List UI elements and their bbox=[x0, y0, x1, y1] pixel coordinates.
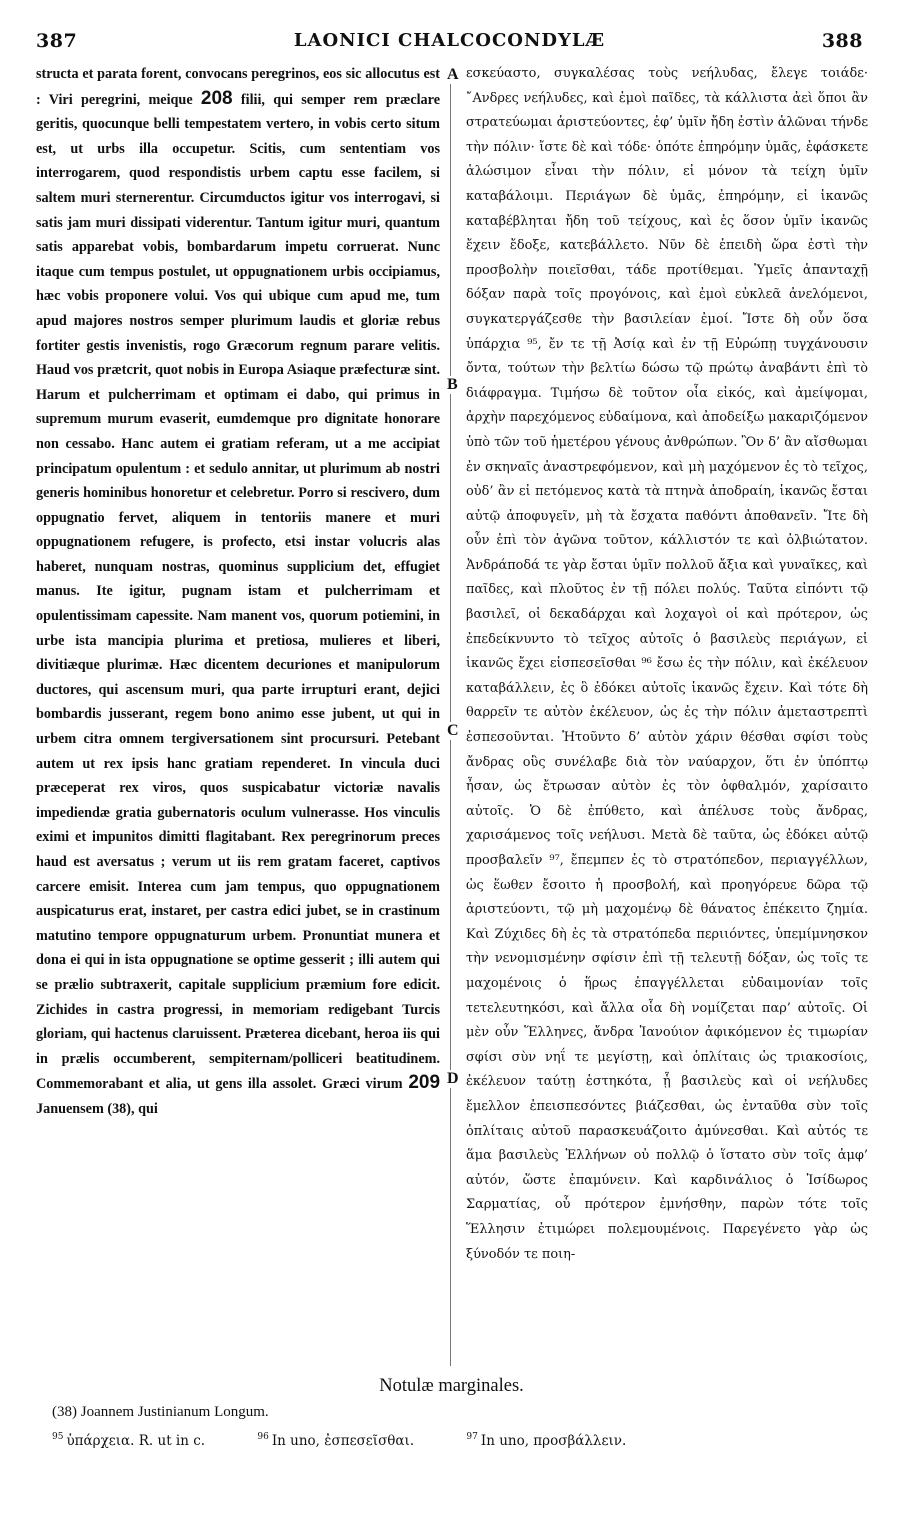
column-divider bbox=[450, 66, 451, 1366]
footnote-text: In uno, ἐσπεσεῖσθαι. bbox=[271, 1432, 415, 1449]
footnote bbox=[257, 1433, 438, 1449]
latin-column bbox=[36, 62, 440, 1374]
footnote-mark: 95 bbox=[52, 1432, 64, 1442]
latin-text-part-1: structa et parata forent, convocans peregrinos, eos sic allocutus est : Viri peregrini, meique bbox=[36, 66, 440, 108]
greek-text: εσκεύαστο, συγκαλέσας τοὺς νεήλυδας, ἔλεγε τοιάδε· ῎Ανδρες νεήλυδες, καὶ ἐμοὶ παῖδες, τὰ κάλλιστα ἀεὶ ὅποι ἂν στρατεύωμαι ἀριστεύοντες, ἐφ’ ὑμῖν ἤδη ἐστὶν ἁλῶναι τήνδε τὴν πόλιν· ἴστε δὲ καὶ τόδε· ὁπότε ἐπηρόμην ὑμᾶς, ἐφάσκετε ἁλώσιμον εἶναι τὴν πόλιν, εἰ μόνον τὰ τείχη ὑμῖν καταβάλοιμι. Περιάγων δὲ ὑμᾶς, ἐπηρόμην, εἰ ἱκανῶς καταβέβληται ἤδη τοῦ τείχους, καὶ ἐς ὅσον ὑμῖν ἱκανῶς ἔχειν ἔδοξε, κατεβάλλετο. Νῦν δὲ ἐπειδὴ ὥρα ἐστὶ τὴν προσβολὴν ποιεῖσθαι, τάδε προτίθεμαι. Ὑμεῖς ἁπανταχῇ δόξαν παρὰ τοῖς προγόνοις, καὶ ἐμοὶ εὐκλεᾶ ἀνελόμενοι, συγκατεργάζεσθε τὴν βασιλείαν ἐμοί. Ἴστε δὴ οὖν ὅσα ὑπάρχια ⁹⁵, ἔν τε τῇ Ἀσίᾳ καὶ ἐν τῇ Εὐρώπῃ τυγχάνουσιν ὄντα, τούτων τὴν βελτίω δώσω τῷ πρώτῳ ἀναβάντι ἐπὶ τὸ διάφραγμα. Τιμήσω δὲ τοῦτον οἷα εἰκός, καὶ ἀμείψομαι, ἀρχὴν παρεχόμενος εὐδαίμονα, καὶ ἀποδείξω μακαριζόμενον ὑπὸ τῶν τοῦ ἡμετέρου γένους ἀνθρώπων. Ὃν δ’ ἂν αἴσθωμαι ἐν σκηναῖς ἀναστρεφόμενον, καὶ μὴ μαχόμενον ἐς τὸ τεῖχος, οὐδ’ ἂν εἰ πετόμενος κατὰ τὰ πτηνὰ ἀποδραίη, ἱκανῶς ἔσται αὐτῷ ἀποφυγεῖν, μὴ τὰ ἔσχατα παθόντι ἀποθανεῖν. Ἴτε δὴ οὖν ἐπὶ τὸν ἀγῶνα τοῦτον, κάλλιστόν τε καὶ ὀλβιώτατον. Ἀνδράποδά τε γὰρ ἔσται ὑμῖν πολλοῦ ἄξια καὶ γυναῖκες, καὶ παῖδες, καὶ πλοῦτος ἐν τῇ πόλει πολύς. Ταῦτα εἰπόντι τῷ βασιλεῖ, οἱ δεκαδάρχαι καὶ λοχαγοὶ οἱ καὶ πρότερον, ὡς ἐπεδείκνυντο τὸ τεῖχος αὐτοῖς ὁ βασιλεὺς περιάγων, εἰ ἱκανῶς ἔχει εἰσπεσεῖσθαι ⁹⁶ ἔσω ἐς τὴν πόλιν, καὶ ἐκέλευον καταβάλλειν, ἐς ὃ ἐδόκει αὐτοῖς ἱκανῶς ἔχειν. Καὶ τότε δὴ θαρρεῖν τε αὐτὸν ἐκέλευον, ὡς ἐς τὴν πόλιν ἀμεταστρεπτὶ ἐσπεσοῦνται. Ἠτοῦντο δ’ αὐτὸν χάριν θέσθαι σφίσι τοὺς ἄνδρας οὓς συνέλαβε διὰ τὸν ναύαρχον, ὅτι ἐν ὑπόπτῳ ἦσαν, ὡς ἔτρωσαν αὐτὸν ἐς τὸν ὀφθαλμόν, χαρίσαιτο αὐτοῖς. Ὁ δὲ ἐπύθετο, καὶ ἀπέλυσε τοὺς ἄνδρας, χαρισάμενος τοῖς νεήλυσι. Μετὰ δὲ ταῦτα, ὡς ἐδόκει αὐτῷ προσβαλεῖν ⁹⁷, ἔπεμπεν ἐς τὸ στρατόπεδον, περιαγγέλλων, ὡς ἕωθεν ἔσοιτο ἡ προσβολή, καὶ προηγόρευε δῶρα τῷ ἀριστεύοντι, τῷ μὴ μαχομένῳ δὲ θάνατος ἐπέκειτο ζημία. Καὶ Ζύχιδες δὴ ἐς τὰ στρατόπεδα περιιόντες, ὑπεμίμνησκον τὴν νενομισμένην σφίσιν ἐπὶ τῇ τελευτῇ δόξαν, ὡς τοῖς τε μαχομένοις ὁ ἥρως ἐπαγγέλλεται εὐδαιμονίαν τοῖς τετελευτηκόσι, καὶ ἄλλα οἷα δὴ νομίζεται παρ’ αὐτοῖς. Οἱ μὲν οὖν Ἕλληνες, ἄνδρα Ἰανούιον ἀφικόμενον ἐς τιμωρίαν σφίσι σὺν νηΐ τε μεγίστῃ, καὶ ὁπλίταις ὡς τριακοσίοις, ἐκέλευον ταύτῃ ἑστηκότα, ᾗ βασιλεὺς καὶ οἱ νεήλυδες ἔμελλον ἐπεισπεσόντες βιάζεσθαι, ὡς ἐνταῦθα σὺν τοῖς ὁπλίταις αὐτοῦ παρασκευάζοιτο ἀμύνεσθαι. Καὶ αὐτός τε ἅμα βασιλεὺς Ἑλλήνων οὐ πολλῷ ὁ ἵστατο σὺν τοῖς ἀμφ’ αὐτόν, ὥστε ἐπαμύνειν. Καὶ καρδινάλιος ὁ Ἰσίδωρος Σαρματίας, οὗ πρότερον ἐμνήσθην, παρὼν τότε τοῖς Ἕλλησιν ἐτιμώρει πολεμουμένοις. Παρεγένετο γὰρ ὡς ξύνοδόν τε ποιη- bbox=[466, 66, 868, 1262]
notulae-heading: Notulæ marginales. bbox=[379, 1376, 524, 1396]
volume-page-marker-208: 208 bbox=[200, 87, 233, 109]
margin-mark-c: C bbox=[447, 722, 459, 739]
page-header bbox=[36, 30, 863, 54]
page-number-left: 387 bbox=[36, 30, 78, 52]
margin-mark-d: D bbox=[447, 1070, 459, 1087]
page-number-right: 388 bbox=[821, 30, 863, 52]
footnote bbox=[52, 1433, 229, 1449]
footnotes bbox=[52, 1432, 872, 1449]
volume-page-marker-209: 209 bbox=[408, 1072, 440, 1094]
footnote bbox=[466, 1433, 650, 1449]
latin-text bbox=[36, 62, 440, 1122]
margin-mark-b: B bbox=[447, 376, 458, 393]
latin-text-part-2: filii, qui semper rem præclare geritis, quocunque belli tempestatem vertero, in vobis certo situm est, ut urbs illa occupetur. Scitis, cum sententiam vos interrogarem, quod respondistis urbem captu esse facilem, si saltem muri sternerentur. Circumductos igitur vos interrogavi, si satis jam muri dissipati viderentur. Tantum igitur muri, quantum satis apparebat vobis, bombardarum impetu corruerat. Nunc itaque cum tempus postulet, ut oppugnationem urbis occipiamus, hæc vobis proponere volui. Vos qui ubique cum apud me, tum apud majores nostros semper plurimum laudis et gloriæ rebus fortiter gestis invenistis, rogo Græcorum regnum parare velitis. Haud vos prætcrit, quot nobis in Europa Asiaque præfecturæ sint. Harum et pulcherrimam et optimam ei dabo, qui primus in supremum murum evaserit, eumdemque pro dignitate honorare non cessabo. Hanc autem ei gratiam referam, ut a me accipiat principatum opulentum : et sedulo annitar, ut plurimum ab nostri generis hominibus honoretur et celebretur. Porro si rescivero, dum oppugnatio fervet, aliquem in tentoriis manere et muri oppugnationem refugere, is profecto, etsi instar volucris alas haberet, nunquam nostras, quominus supplicium det, effugiet manus. Ite igitur, pugnam istam et pulcherrimam et opulentissimam capessite. Nam manent vos, quorum potiemini, in urbe ista mancipia plurima et pretiosa, mulieres et liberi, divitiæque plurimæ. Hæc dicentem decuriones et manipulorum ductores, qui ascensum muri, qua parte irrupturi erant, dejici bombardis jusserant, regem bono animo esse jubent, ut qui in urbem citra omnem tergiversationem sint procursuri. Petebant autem ut rex ipsis hanc gratiam rependeret. In vincula duci præceperat rex viros, quos suspicabatur victoriæ navalis impediendæ gratia gubernatoris oculum vulnerasse. Hos vinculis eximi et impunitos dimitti flagitabant. Rex peregrinorum preces haud est aversatus ; verum ut iis rem gratam faceret, captivos carcere emisit. Interea cum jam tempus, quo oppugnationem auspicaturus erat, instaret, per castra edici jubet, se in crastinum matutino tempore oppugnaturum urbem. Pronuntiat munera et dona ei qui in ista oppugnatione se optime gesserit ; illi autem qui se prælio subtraxerit, capitale supplicium præmium fore edicit. Zichides in castra progressi, in memoriam redigebant Turcis gloriam, qui hactenus claruissent. Præterea dicebant, heroa iis qui in prælis occumberent, sempiternam/polliceri beatitudinem. Commemorabant et alia, ut gens illa assolet. Græci virum bbox=[36, 91, 440, 1093]
marginal-note: (38) Joannem Justinianum Longum. bbox=[52, 1404, 269, 1420]
footnote-text: In uno, προσβάλλειν. bbox=[480, 1432, 627, 1449]
greek-column bbox=[466, 62, 868, 1374]
running-title: LAONICI CHALCOCONDYLÆ bbox=[293, 30, 606, 51]
footnote-mark: 96 bbox=[257, 1432, 269, 1442]
footnote-mark: 97 bbox=[466, 1432, 478, 1442]
margin-mark-a: A bbox=[447, 66, 459, 83]
latin-text-part-3: Januensem (38), qui bbox=[36, 1100, 158, 1117]
footnote-text: ὑπάρχεια. R. ut in c. bbox=[66, 1432, 206, 1449]
